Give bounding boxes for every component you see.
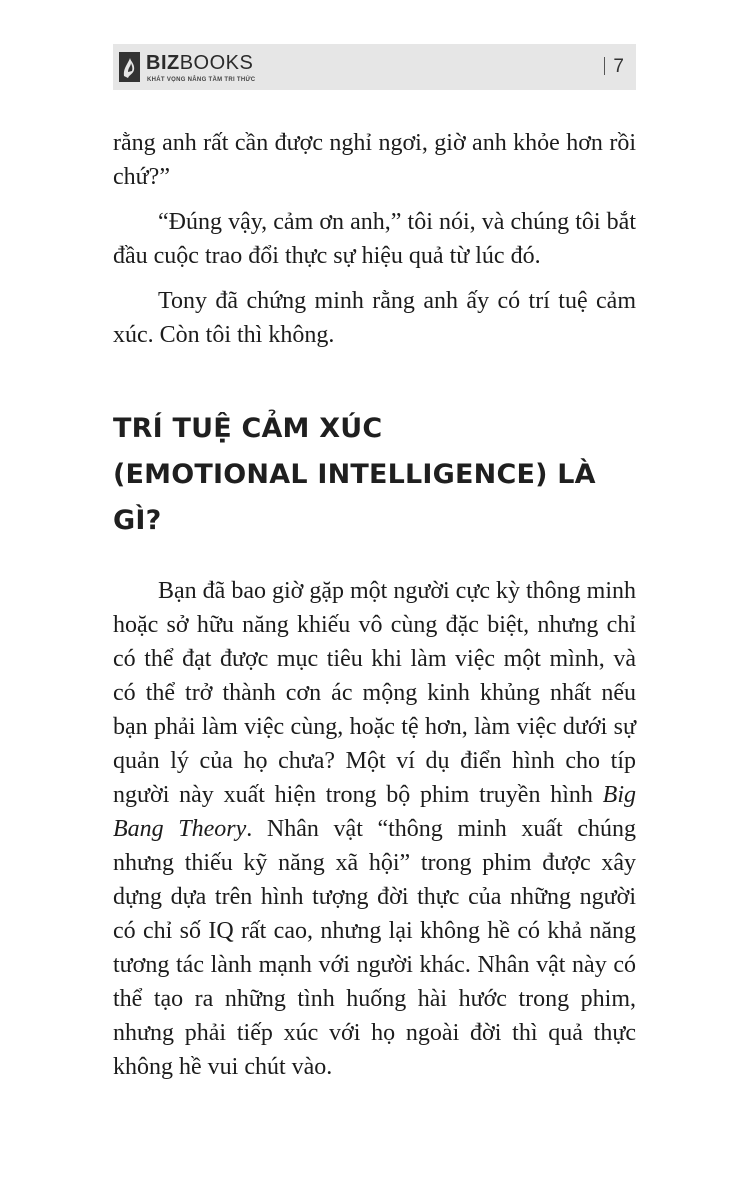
- body-paragraph: [113, 574, 636, 1084]
- section-heading: [113, 406, 636, 544]
- paragraph: rằng anh rất cần được nghỉ ngơi, giờ anh khỏe hơn rồi chứ?”: [113, 130, 636, 190]
- body-text: Bạn đã bao giờ gặp một người cực kỳ thông minh hoặc sở hữu năng khiếu vô cùng đặc biệt, nhưng chỉ có thể đạt được mục tiêu khi làm việc một mình, và có thể trở thành cơn ác mộng kinh khủng nhất nếu bạn phải làm việc cùng, hoặc tệ hơn, làm việc dưới sự quản lý của họ chưa? Một ví dụ điển hình cho típ người này xuất hiện trong bộ phim truyền hình: [113, 578, 636, 808]
- page-header: [113, 44, 636, 90]
- paragraph: “Đúng vậy, cảm ơn anh,” tôi nói, và chúng tôi bắt đầu cuộc trao đổi thực sự hiệu quả từ lúc đó.: [113, 209, 636, 269]
- brand-name: BIZBOOKS: [146, 52, 254, 74]
- body-text: . Nhân vật “thông minh xuất chúng nhưng thiếu kỹ năng xã hội” trong phim được xây dựng dựa trên hình tượng đời thực của những người có chỉ số IQ rất cao, nhưng lại không hề có khả năng tương tác lành mạnh với người khác. Nhân vật này có thể tạo ra những tình huống hài hước trong phim, nhưng phải tiếp xúc với họ ngoài đời thì quả thực không hề vui chút vào.: [113, 816, 637, 1080]
- section-heading-line: TRÍ TUỆ CẢM XÚC: [113, 413, 383, 444]
- bizbooks-logo-icon: [119, 52, 140, 82]
- page-content: [113, 126, 636, 1084]
- brand-tagline: KHÁT VỌNG NÂNG TẦM TRI THỨC: [147, 77, 256, 83]
- paragraph: Tony đã chứng minh rằng anh ấy có trí tuệ cảm xúc. Còn tôi thì không.: [113, 288, 636, 348]
- divider: [604, 57, 606, 75]
- section-heading-line: (EMOTIONAL INTELLIGENCE) LÀ GÌ?: [113, 459, 596, 536]
- show-title: Big Bang Theory: [113, 782, 636, 842]
- page-number: 7: [604, 55, 624, 79]
